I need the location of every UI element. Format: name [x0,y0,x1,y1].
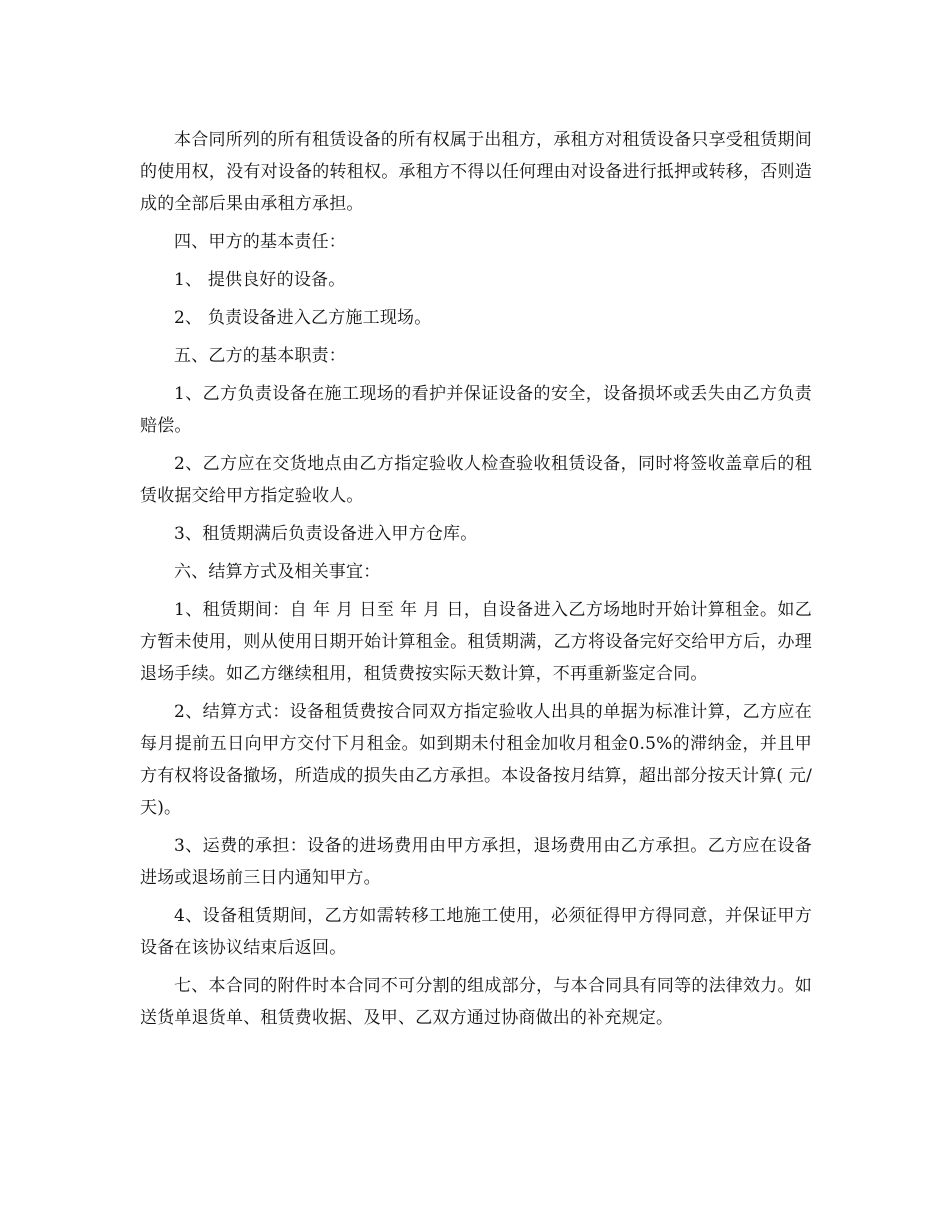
paragraph-attachments: 七、本合同的附件时本合同不可分割的组成部分，与本合同具有同等的法律效力。如送货单退货单、租赁费收据、及甲、乙双方通过协商做出的补充规定。 [140,976,812,1028]
paragraph-party-b-item-3: 3、租赁期满后负责设备进入甲方仓库。 [174,524,478,544]
paragraph-party-a-item-2: 2、 负责设备进入乙方施工现场。 [174,308,432,328]
paragraph-settlement-item-2: 2、结算方式：设备租赁费按合同双方指定验收人出具的单据为标准计算，乙方应在每月提前五日向甲方交付下月租金。如到期未付租金加收月租金0.5%的滞纳金，并且甲方有权将设备撤场，所造成的损失由乙方承担。本设备按月结算，超出部分按天计算( 元/天)。 [140,702,812,818]
document-body [140,124,812,1040]
paragraph-ownership: 本合同所列的所有租赁设备的所有权属于出租方，承租方对租赁设备只享受租赁期间的使用权，没有对设备的转租权。承租方不得以任何理由对设备进行抵押或转移，否则造成的全部后果由承租方承担。 [140,130,812,214]
heading-party-a-duties: 四、甲方的基本责任： [174,232,346,252]
paragraph-settlement-item-4: 4、设备租赁期间，乙方如需转移工地施工使用，必须征得甲方得同意，并保证甲方设备在该协议结束后返回。 [140,906,812,958]
heading-party-b-duties: 五、乙方的基本职责： [174,346,346,366]
paragraph-party-a-item-1: 1、 提供良好的设备。 [174,270,346,290]
heading-settlement: 六、结算方式及相关事宜： [174,562,381,582]
paragraph-party-b-item-1: 1、乙方负责设备在施工现场的看护并保证设备的安全，设备损坏或丢失由乙方负责赔偿。 [140,384,812,436]
paragraph-settlement-item-1: 1、租赁期间：自 年 月 日至 年 月 日，自设备进入乙方场地时开始计算租金。如乙方暂未使用，则从使用日期开始计算租金。租赁期满，乙方将设备完好交给甲方后，办理退场手续。如乙方继续租用，租赁费按实际天数计算，不再重新鉴定合同。 [140,600,812,684]
paragraph-party-b-item-2: 2、乙方应在交货地点由乙方指定验收人检查验收租赁设备，同时将签收盖章后的租赁收据交给甲方指定验收人。 [140,454,812,506]
paragraph-settlement-item-3: 3、运费的承担：设备的进场费用由甲方承担，退场费用由乙方承担。乙方应在设备进场或退场前三日内通知甲方。 [140,836,812,888]
